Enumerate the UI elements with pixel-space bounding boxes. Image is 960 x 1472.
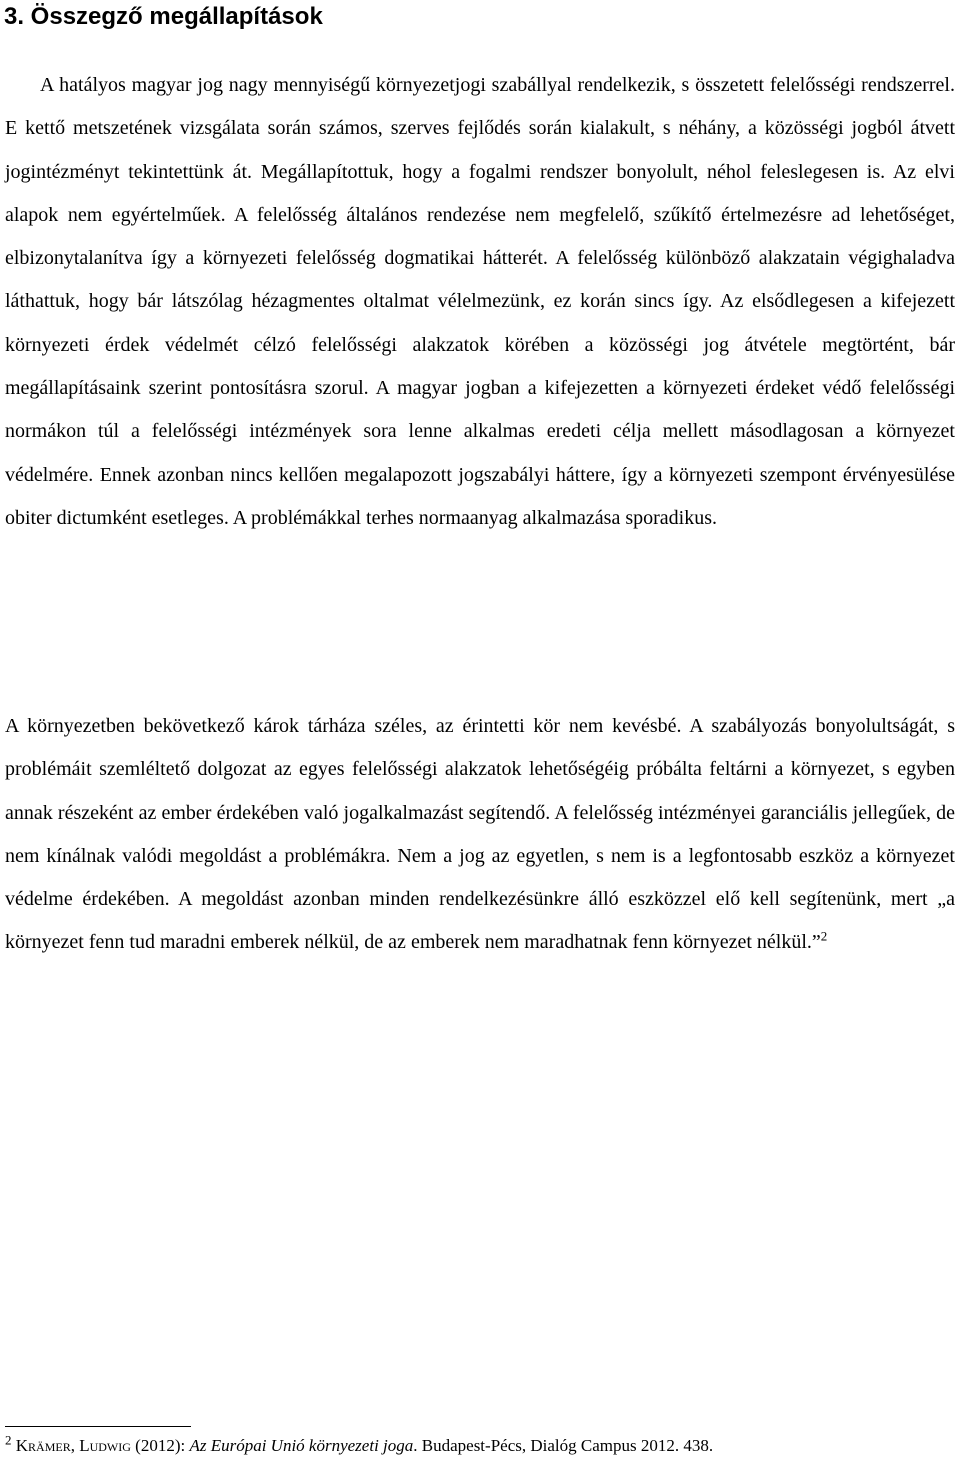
footnote-author: Krämer, Ludwig: [15, 1436, 131, 1455]
footnote-separator: [5, 1426, 191, 1427]
footnote: [5, 1434, 955, 1458]
footnote-year: (2012):: [130, 1436, 190, 1455]
footnote-publication: . Budapest-Pécs, Dialóg Campus 2012. 438.: [413, 1436, 714, 1455]
paragraph-summary: [5, 64, 955, 540]
footnote-number: 2: [5, 1432, 12, 1448]
paragraph-summary-text: A hatályos magyar jog nagy mennyiségű környezetjogi szabállyal rendelkezik, s összetett felelősségi rendszerrel. E kettő metszetének vizsgálata során számos, szerves fejlődés során kialakult, s néhány, a közösségi jogból átvett jogintézményt tekintettünk át. Megállapítottuk, hogy a fogalmi rendszer bonyolult, néhol feleslegesen is. Az elvi alapok nem egyértelműek. A felelősség általános rendezése nem megfelelő, szűkítő értelmezésre ad lehetőséget, elbizonytalanítva így a környezeti felelősség dogmatikai hátterét. A felelősség különböző alakzatain végighaladva láthattuk, hogy bár látszólag hézagmentes oltalmat vélelmezünk, ez korán sincs így. Az elsődlegesen a kifejezett környezeti érdek védelmét célzó felelősségi alakzatok körében a közösségi jog átvétele megtörtént, bár megállapításaink szerint pontosításra szorul. A magyar jogban a kifejezetten a környezeti érdeket védő felelősségi normákon túl a felelősségi intézmények sora lenne alkalmas eredeti célja mellett másodlagosan a környezet védelmére. Ennek azonban nincs kellően megalapozott jogszabályi háttere, így a környezeti szempont érvényesülése obiter dictumként esetleges. A problémákkal terhes normaanyag alkalmazása sporadikus.: [5, 74, 955, 529]
footnote-title: Az Európai Unió környezeti joga: [189, 1436, 414, 1455]
footnote-reference[interactable]: 2: [820, 928, 828, 944]
paragraph-conclusion: [5, 705, 955, 965]
paragraph-conclusion-text: A környezetben bekövetkező károk tárháza széles, az érintetti kör nem kevésbé. A szabályozás bonyolultságát, s problémáit szemléltető dolgozat az egyes felelősségi alakzatok lehetőségéig próbálta feltárni a környezet, s egyben annak részeként az ember érdekében való jogalkalmazást segítendő. A felelősség intézményei garanciális jellegűek, de nem kínálnak valódi megoldást a problémákra. Nem a jog az egyetlen, s nem is a legfontosabb eszköz a környezet védelme érdekében. A megoldást azonban minden rendelkezésünkre álló eszközzel elő kell segítenünk, mert „a környezet fenn tud maradni emberek nélkül, de az emberek nem maradhatnak fenn környezet nélkül.”: [5, 715, 955, 954]
section-heading: 3. Összegző megállapítások: [4, 3, 323, 30]
